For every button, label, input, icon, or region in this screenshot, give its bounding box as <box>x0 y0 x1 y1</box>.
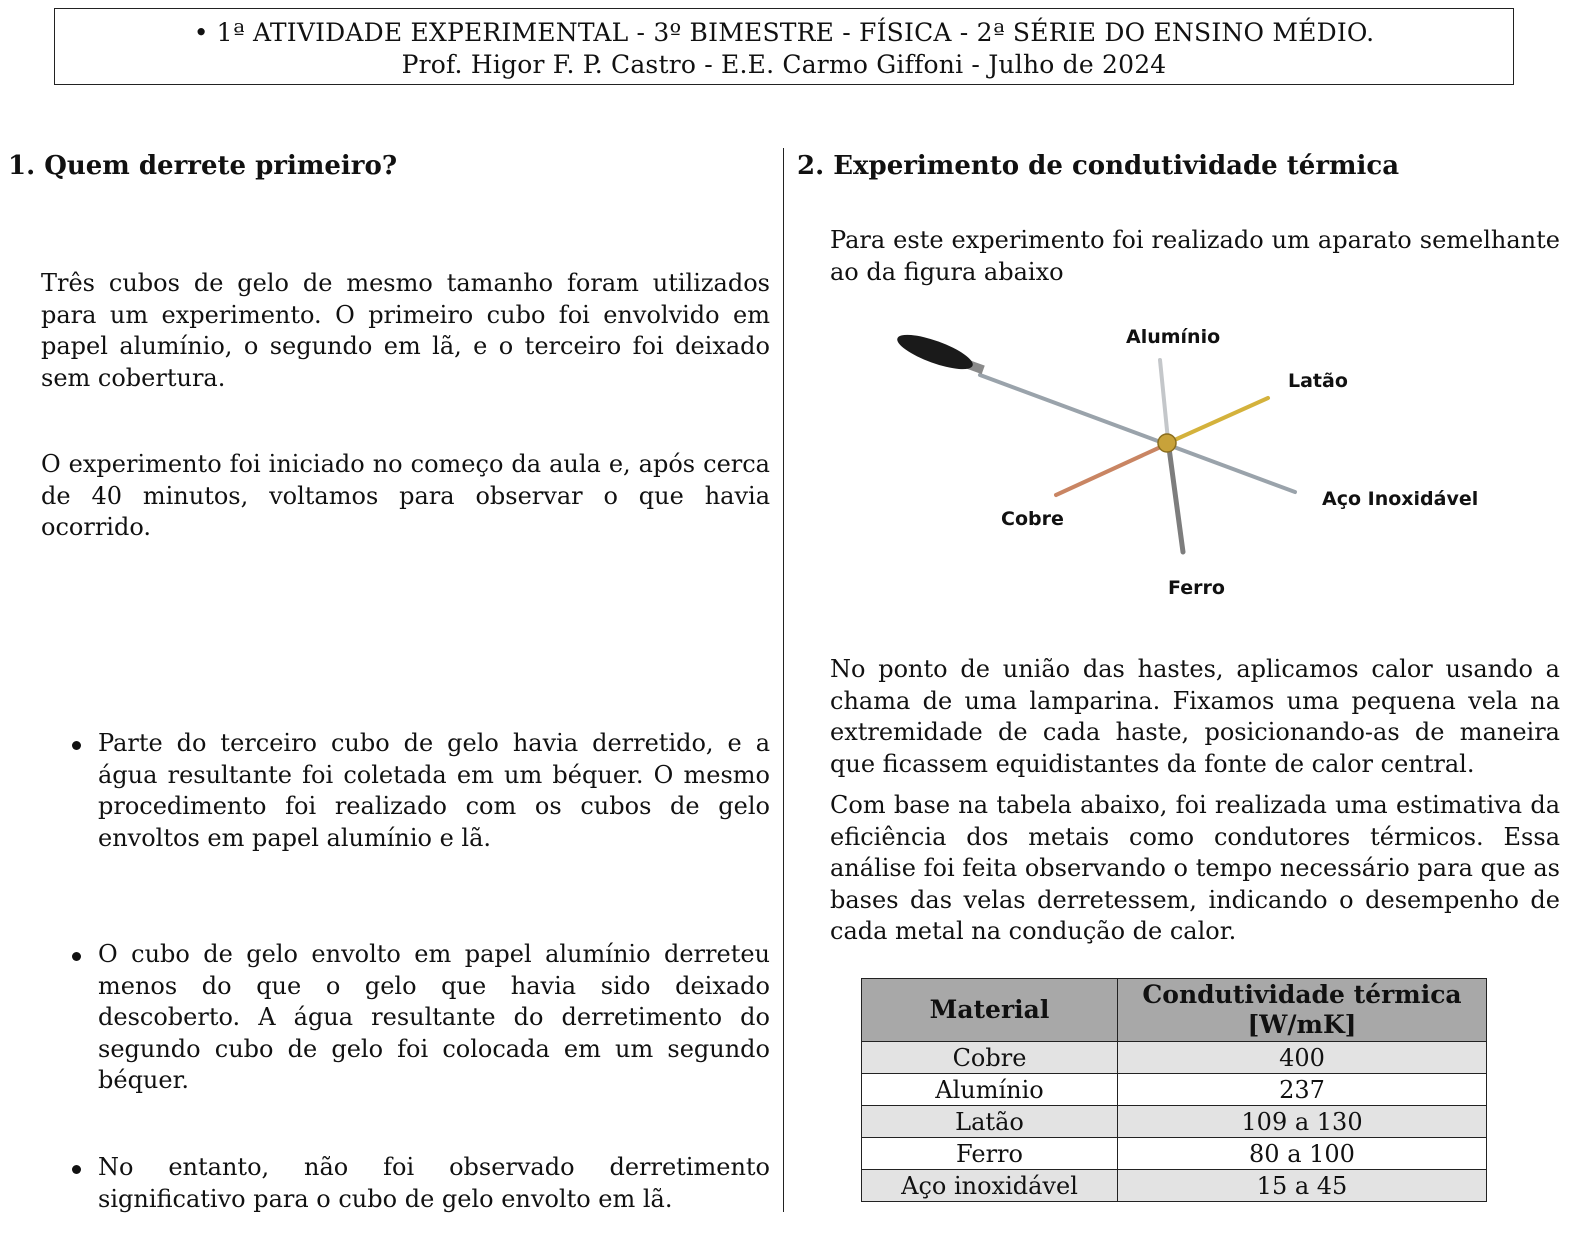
bullet-text-1: Parte do terceiro cubo de gelo havia derretido, e a água resultante foi coletada em um béquer. O mesmo procedimento foi realizado com os cubos de gelo envoltos em papel alumínio e lã. <box>98 729 770 852</box>
joint-icon <box>1158 434 1176 452</box>
header-line-2: Prof. Higor F. P. Castro - E.E. Carmo Giffoni - Julho de 2024 <box>401 50 1167 79</box>
table-row <box>862 1106 1487 1138</box>
bullet-text-3: No entanto, não foi observado derretimento significativo para o cubo de gelo envolto em lã. <box>98 1153 770 1213</box>
table-cell-material: Aço inoxidável <box>862 1170 1118 1202</box>
section-2-title: 2. Experimento de condutividade térmica <box>797 151 1400 181</box>
label-aluminio: Alumínio <box>1126 326 1221 348</box>
section-1-title: 1. Quem derrete primeiro? <box>8 151 398 181</box>
table-row <box>862 1042 1487 1074</box>
header-line-1: • 1ª ATIVIDADE EXPERIMENTAL - 3º BIMESTRE - FÍSICA - 2ª SÉRIE DO ENSINO MÉDIO. <box>193 18 1375 47</box>
handle-icon <box>894 328 977 376</box>
label-latao: Latão <box>1288 370 1348 392</box>
bullet-icon <box>72 952 81 961</box>
bullet-icon: • <box>193 18 209 47</box>
table-cell-value: 15 a 45 <box>1118 1170 1487 1202</box>
conductivity-table <box>861 978 1487 1202</box>
table-cell-value: 80 a 100 <box>1118 1138 1487 1170</box>
table-cell-material: Ferro <box>862 1138 1118 1170</box>
table-cell-material: Latão <box>862 1106 1118 1138</box>
steel-rod <box>980 375 1295 492</box>
table-header-conductivity: Condutividade térmica [W/mK] <box>1118 979 1487 1042</box>
brass-rod <box>1170 398 1268 442</box>
table-cell-material: Alumínio <box>862 1074 1118 1106</box>
table-cell-material: Cobre <box>862 1042 1118 1074</box>
table-header-material: Material <box>862 979 1118 1042</box>
label-ferro: Ferro <box>1168 577 1225 599</box>
column-divider <box>783 148 784 1212</box>
table-cell-value: 109 a 130 <box>1118 1106 1487 1138</box>
table-cell-value: 237 <box>1118 1074 1487 1106</box>
table-row <box>862 1138 1487 1170</box>
table-cell-value: 400 <box>1118 1042 1487 1074</box>
section-2-paragraph-1: No ponto de união das hastes, aplicamos calor usando a chama de uma lamparina. Fixamos uma pequena vela na extremidade de cada haste, posicionando-as de maneira que ficassem equidistantes da fonte de calor central. <box>830 655 1560 778</box>
section-1-paragraph-2: O experimento foi iniciado no começo da aula e, após cerca de 40 minutos, voltamos para observar o que havia ocorrido. <box>41 450 770 541</box>
copper-rod <box>1056 445 1165 495</box>
section-1-paragraph-1: Três cubos de gelo de mesmo tamanho foram utilizados para um experimento. O primeiro cubo foi envolvido em papel alumínio, o segundo em lã, e o terceiro foi deixado sem cobertura. <box>41 269 770 392</box>
section-2-intro: Para este experimento foi realizado um aparato semelhante ao da figura abaixo <box>830 226 1560 286</box>
section-2-paragraph-2: Com base na tabela abaixo, foi realizada uma estimativa da eficiência dos metais como condutores térmicos. Essa análise foi feita observando o tempo necessário para que as bases das velas derretessem, indicando o desempenho de cada metal na condução de calor. <box>830 791 1560 945</box>
aluminium-rod <box>1160 360 1168 440</box>
iron-rod <box>1169 448 1183 552</box>
table-row <box>862 1074 1487 1106</box>
bullet-text-2: O cubo de gelo envolto em papel alumínio derreteu menos do que o gelo que havia sido deixado descoberto. A água resultante do derretimento do segundo cubo de gelo foi colocada em um segundo béquer. <box>98 940 770 1094</box>
header-box <box>54 8 1514 85</box>
label-aco: Aço Inoxidável <box>1322 488 1479 510</box>
table-row <box>862 1170 1487 1202</box>
label-cobre: Cobre <box>1001 508 1064 530</box>
table-header-row <box>862 979 1487 1042</box>
bullet-icon <box>72 741 81 750</box>
apparatus-figure <box>820 300 1560 620</box>
bullet-icon <box>72 1165 81 1174</box>
